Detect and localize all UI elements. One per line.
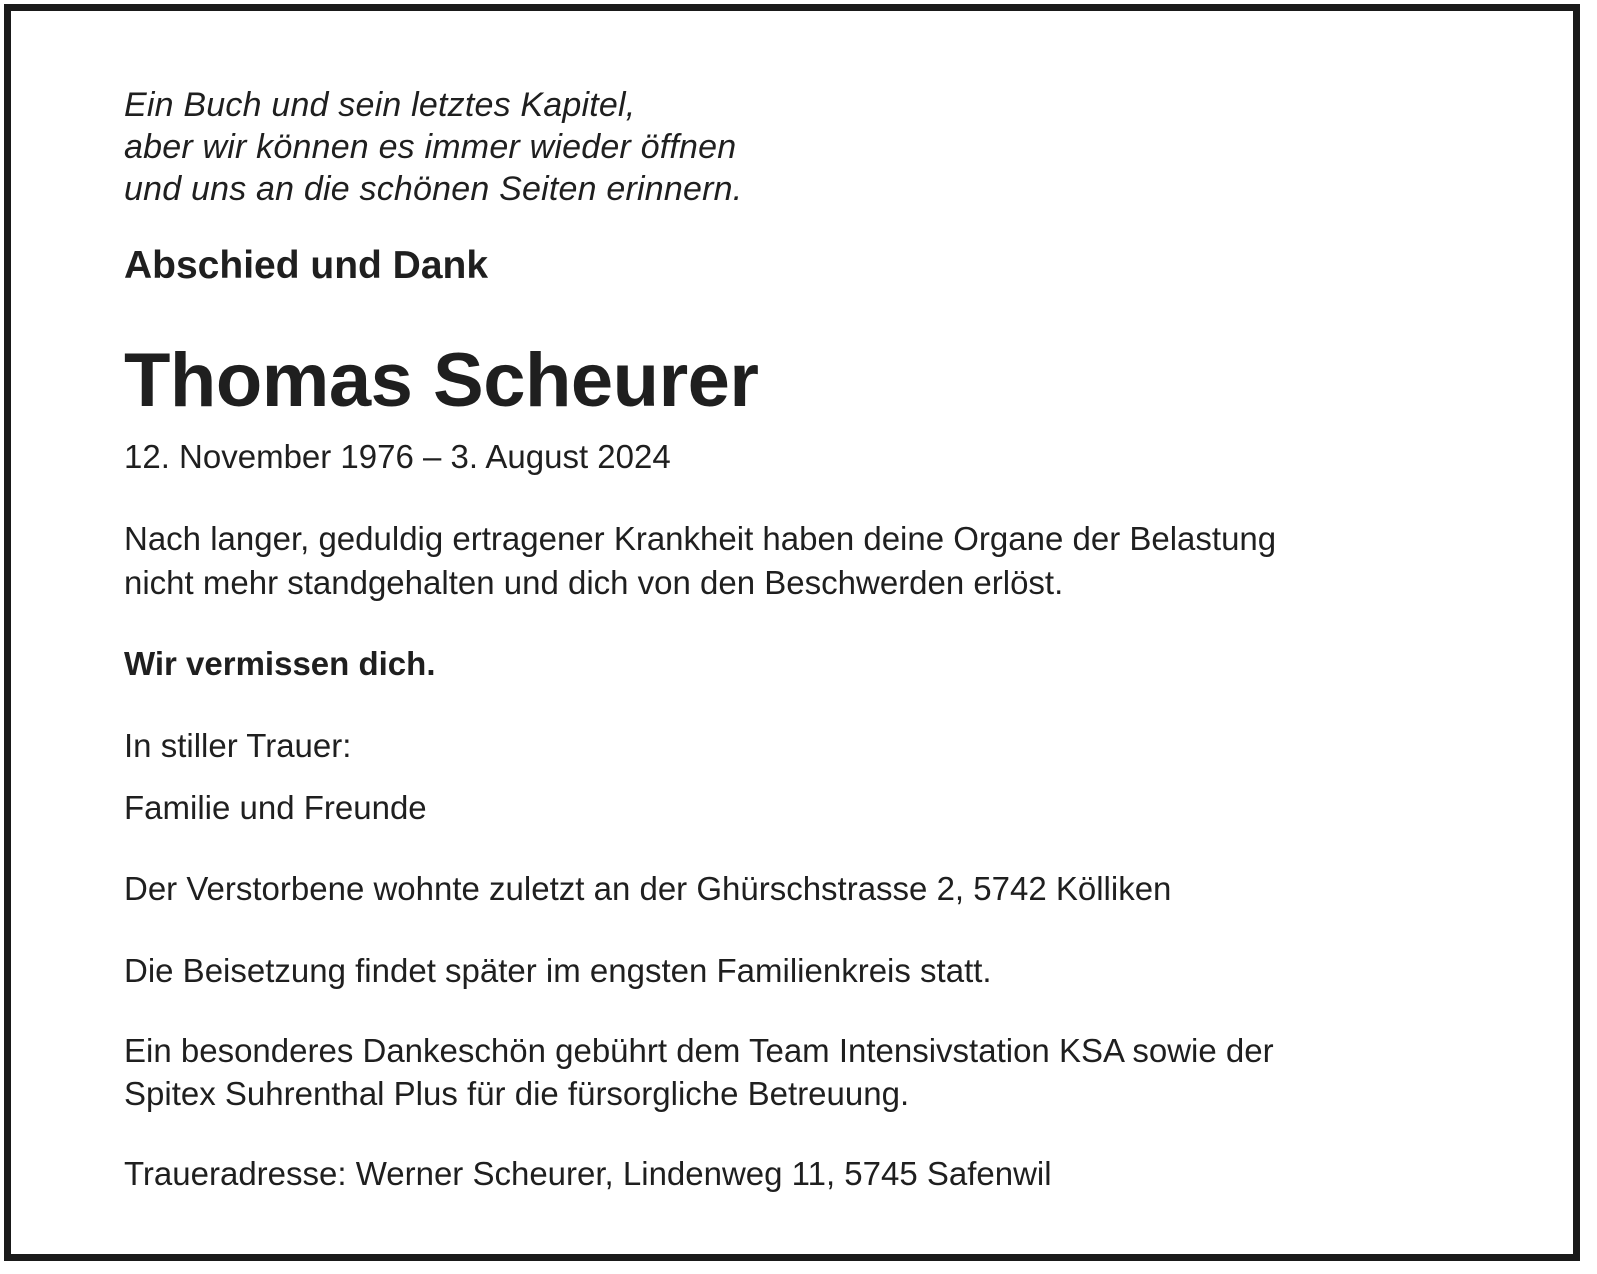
message-line-1: Nach langer, geduldig ertragener Krankheit haben deine Organe der Belastung <box>124 520 1277 557</box>
mourners: Familie und Freunde <box>124 789 427 826</box>
obituary-frame <box>4 4 1580 1261</box>
mourning-label: In stiller Trauer: <box>124 727 352 764</box>
burial-notice: Die Beisetzung findet später im engsten Familienkreis statt. <box>124 952 992 989</box>
message-line-2: nicht mehr standgehalten und dich von den Beschwerden erlöst. <box>124 564 1064 601</box>
miss-you-line: Wir vermissen dich. <box>124 645 436 682</box>
thanks-line-2: Spitex Suhrenthal Plus für die fürsorgliche Betreuung. <box>124 1075 910 1112</box>
life-dates: 12. November 1976 – 3. August 2024 <box>124 438 671 475</box>
heading: Abschied und Dank <box>124 244 489 287</box>
motto-line-2: aber wir können es immer wieder öffnen <box>124 128 737 166</box>
mourning-address: Traueradresse: Werner Scheurer, Lindenweg 11, 5745 Safenwil <box>124 1155 1052 1192</box>
deceased-name: Thomas Scheurer <box>124 338 759 423</box>
thanks-line-1: Ein besonderes Dankeschön gebührt dem Team Intensivstation KSA sowie der <box>124 1032 1274 1069</box>
motto-line-3: und uns an die schönen Seiten erinnern. <box>124 170 743 208</box>
residence: Der Verstorbene wohnte zuletzt an der Ghürschstrasse 2, 5742 Kölliken <box>124 870 1172 907</box>
obituary-content <box>11 11 1573 1254</box>
motto-line-1: Ein Buch und sein letztes Kapitel, <box>124 86 636 124</box>
